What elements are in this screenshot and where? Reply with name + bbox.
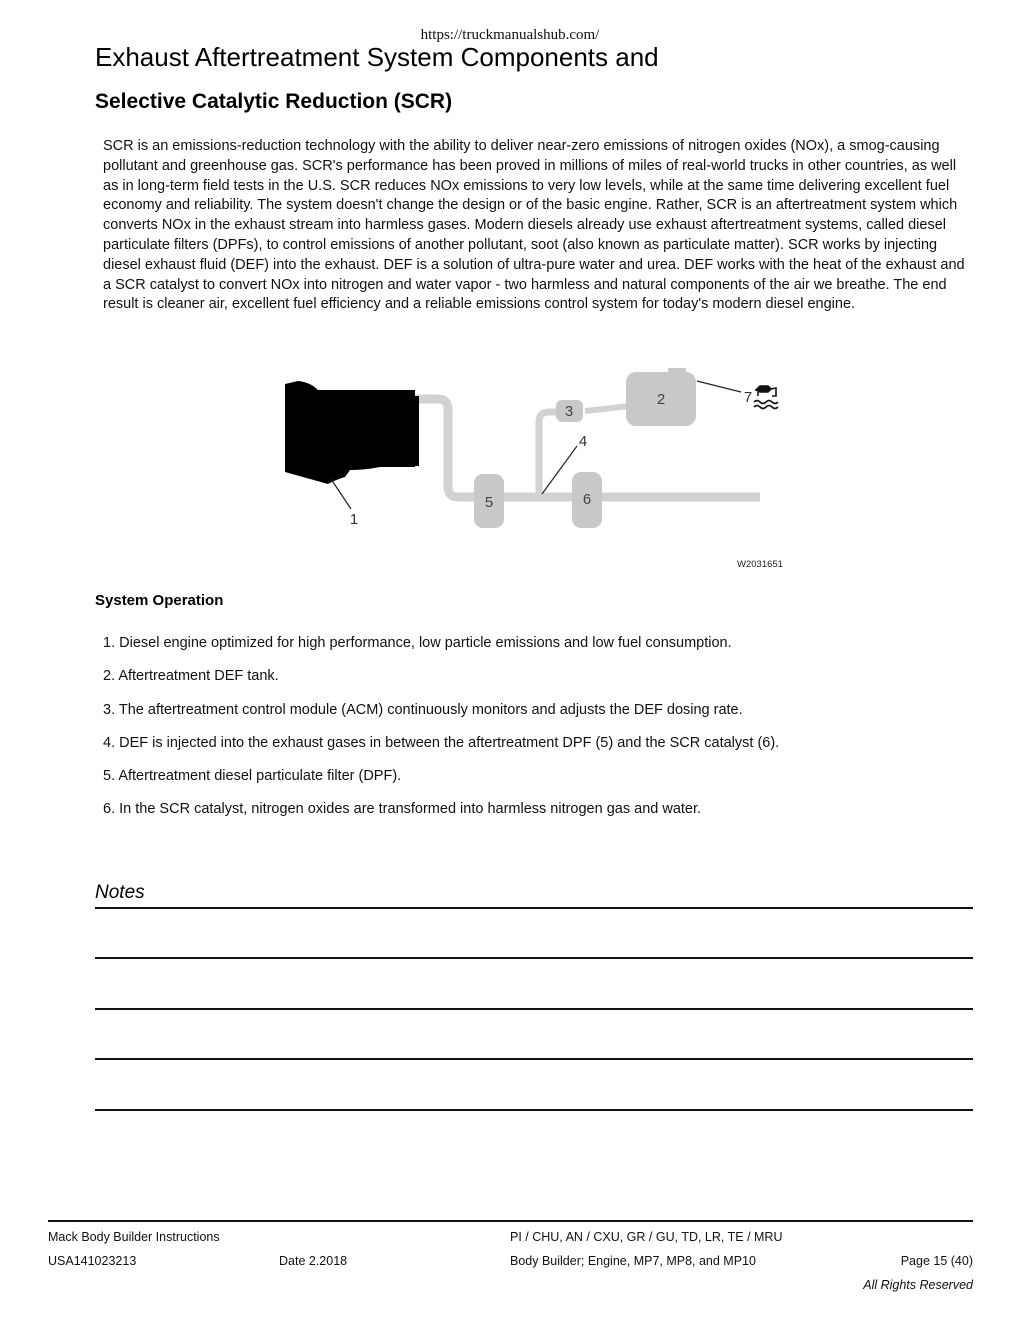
callout-5: 5 [484,494,494,511]
figure-id: W2031651 [737,559,783,570]
list-item: 3. The aftertreatment control module (ACM) continuously monitors and adjusts the DEF dosing rate. [103,701,743,718]
callout-7: 7 [743,389,753,406]
list-item: 2. Aftertreatment DEF tank. [103,668,279,685]
leader-line-7 [697,381,741,392]
note-line [95,1109,973,1111]
callout-3: 3 [564,403,574,420]
def-tank-cap [668,368,686,376]
note-line [95,907,973,909]
system-operation-list [103,634,963,834]
intro-paragraph: SCR is an emissions-reduction technology with the ability to deliver near-zero emissions of nitrogen oxides (NOx), a smog-causing pollutant and greenhouse gas. SCR's performance has been proved in millions of miles of real-world trucks in other countries, as well as in long-term field tests in the U.S. SCR reduces NOx emissions to very low levels, while at the same time delivering excellent fuel economy and reliability. The system doesn't change the design or of the basic engine. Rather, SCR is an aftertreatment system which converts NOx in the exhaust stream into harmless gases. Modern diesels already use exhaust aftertreatment systems, called diesel particulate filters (DPFs), to control emissions of another pollutant, soot (also known as particulate matter). SCR works by injecting diesel exhaust fluid (DEF) into the exhaust. DEF is a solution of ultra-pure water and urea. DEF works with the heat of the exhaust and a SCR catalyst to convert NOx into nitrogen and water vapor - two harmless and natural components of the air we breathe. The end result is cleaner air, excellent fuel efficiency and a reliable emissions control system for today's modern diesel engine. [103,138,965,313]
footer-date: Date 2.2018 [279,1254,348,1268]
note-line [95,957,973,959]
section-title: Selective Catalytic Reduction (SCR) [95,90,453,113]
leader-line-1 [331,479,351,509]
notes-heading: Notes [95,882,145,903]
note-line [95,1008,973,1010]
callout-2: 2 [656,391,666,408]
system-operation-heading: System Operation [95,592,224,609]
footer-rights: All Rights Reserved [863,1278,973,1292]
engine-block [285,381,415,484]
callout-6: 6 [582,491,592,508]
list-item: 4. DEF is injected into the exhaust gases in between the aftertreatment DPF (5) and the SCR catalyst (6). [103,734,780,751]
footer-divider [48,1220,973,1222]
page-title: Exhaust Aftertreatment System Components and [95,42,659,72]
callout-1: 1 [349,511,359,528]
leader-line-4 [542,446,577,494]
watermark-url[interactable]: https://truckmanualshub.com/ [420,27,600,43]
list-item: 1. Diesel engine optimized for high performance, low particle emissions and low fuel consumption. [103,635,732,651]
footer-models: PI / CHU, AN / CXU, GR / GU, TD, LR, TE / MRU [510,1230,783,1244]
footer-doc-number: USA141023213 [48,1254,137,1268]
engine-flange [411,396,419,466]
def-fluid-warning-icon [754,386,778,409]
callout-4: 4 [578,433,588,450]
list-item: 6. In the SCR catalyst, nitrogen oxides are transformed into harmless nitrogen gas and water. [103,801,702,818]
list-item: 5. Aftertreatment diesel particulate filter (DPF). [103,768,402,785]
scr-diagram-svg [270,362,810,577]
footer-page-number: Page 15 (40) [900,1254,973,1268]
footer-subject: Body Builder; Engine, MP7, MP8, and MP10 [510,1254,756,1268]
note-line [95,1058,973,1060]
scr-system-diagram [270,362,810,577]
def-supply-line [585,406,630,411]
footer-doc-title: Mack Body Builder Instructions [48,1230,220,1244]
